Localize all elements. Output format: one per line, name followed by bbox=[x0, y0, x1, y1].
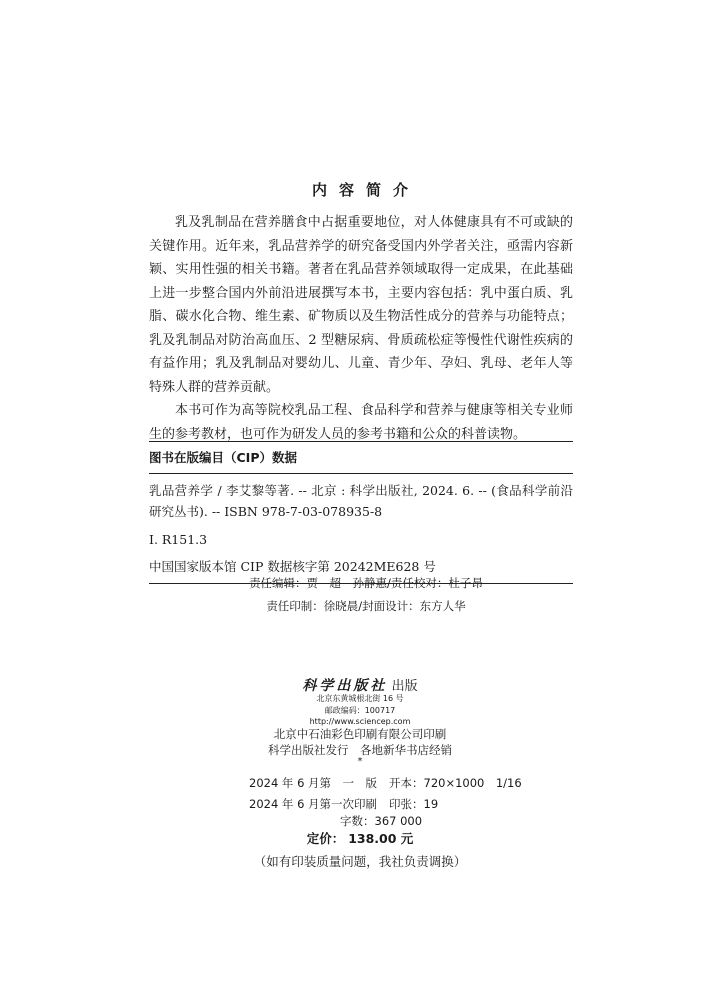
price-value: 138.00 元 bbox=[348, 831, 414, 846]
printing-line: 2024 年 6 月第一次印刷 bbox=[249, 797, 378, 811]
format-line: 开本：720×1000 1/16 bbox=[389, 776, 522, 790]
quality-notice: （如有印装质量问题，我社负责调换） bbox=[253, 854, 467, 869]
cip-classification: Ⅰ. R151.3 bbox=[149, 532, 208, 547]
publisher-suffix: 出版 bbox=[391, 679, 418, 694]
issuer-line: 科学出版社发行 各地新华书店经销 bbox=[268, 743, 452, 757]
cip-record-number: 中国国家版本馆 CIP 数据核字第 20242ME628 号 bbox=[149, 559, 436, 574]
cip-block bbox=[149, 441, 573, 584]
cip-entry: 乳品营养学 / 李艾黎等著. -- 北京 : 科学出版社, 2024. 6. -- (食品科学前沿研究丛书). -- ISBN 978-7-03-078935-8 bbox=[149, 483, 573, 519]
cip-heading: 图书在版编目（CIP）数据 bbox=[149, 446, 573, 474]
synopsis-title: 内容简介 bbox=[311, 181, 420, 199]
price-line bbox=[0, 829, 720, 847]
editor-credits: 责任编辑：贾 超 孙静惠/责任校对：杜子昂 bbox=[249, 576, 483, 590]
edition-line: 2024 年 6 月第 一 版 bbox=[249, 776, 378, 790]
synopsis-paragraph-1: 乳及乳制品在营养膳食中占据重要地位，对人体健康具有不可或缺的关键作用。近年来，乳品营养学的研究备受国内外学者关注，亟需内容新颖、实用性强的相关书籍。著者在乳品营养领域取得一定成果，在此基础上进一步整合国内外前沿进展撰写本书，主要内容包括：乳中蛋白质、乳脂、碳水化合物、维生素、矿物质以及生物活性成分的营养与功能特点；乳及乳制品对防治高血压、2 型糖尿病、骨质疏松症等慢性代谢性疾病的有益作用；乳及乳制品对婴幼儿、儿童、青少年、孕妇、乳母、老年人等特殊人群的营养贡献。 bbox=[149, 215, 573, 395]
production-credits: 责任印制：徐晓晨/封面设计：东方人华 bbox=[266, 599, 466, 613]
sheets-line: 印张：19 bbox=[389, 797, 439, 811]
publisher-url: http://www.sciencep.com bbox=[309, 717, 411, 726]
publisher-imprint bbox=[0, 675, 720, 695]
synopsis-paragraph-2: 本书可作为高等院校乳品工程、食品科学和营养与健康等相关专业师生的参考教材，也可作为研发人员的参考书籍和公众的科普读物。 bbox=[149, 403, 573, 442]
price-label: 定价： bbox=[306, 831, 345, 846]
separator-star: * bbox=[357, 756, 363, 767]
synopsis-body bbox=[149, 211, 573, 446]
publisher-address: 北京东黄城根北街 16 号 bbox=[316, 694, 404, 703]
printer-line: 北京中石油彩色印刷有限公司印刷 bbox=[273, 727, 447, 741]
publisher-logo: 科学出版社 bbox=[302, 678, 388, 694]
publisher-postcode: 邮政编码：100717 bbox=[324, 706, 396, 715]
word-count: 字数：367 000 bbox=[340, 814, 423, 828]
